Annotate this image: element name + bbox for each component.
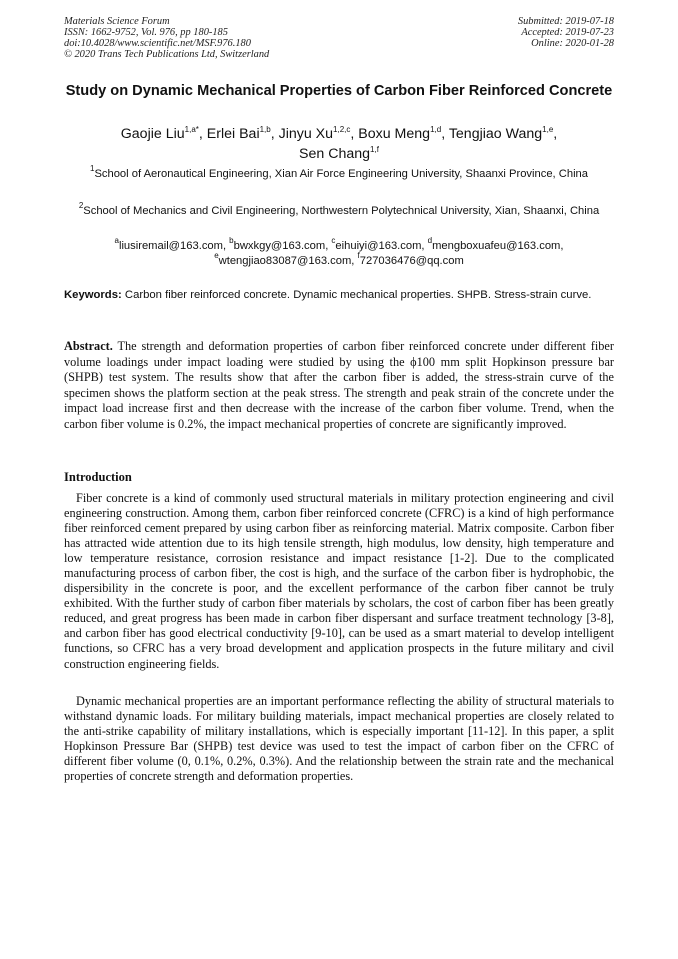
email-list: $^a$liusiremail@163.com, $^b$bwxkgy@163.com, $^c$eihuiyi@163.com, $^d$mengboxuafeu@163.com, $^e$wtengjiao83087@163.com, $^f$727036476@qq.com [114,236,564,267]
email-mark: f [357,251,360,260]
email-mark: e [214,251,219,260]
author-affiliation-mark: 1,a* [184,125,199,134]
keywords [64,288,614,303]
affiliation-2 [60,201,618,219]
copyright-line: © 2020 Trans Tech Publications Ltd, Switzerland [64,49,270,60]
email-mark: d [427,236,433,245]
author-name: Jinyu Xu [278,126,334,142]
body-paragraph: Dynamic mechanical properties are an important performance reflecting the ability of structural materials to withstand dynamic loads. For military building materials, impact mechanical properties are closely related to the anti-strike capability of military installations, which is especially important [11-12]. In this paper, a split Hopkinson Pressure Bar (SHPB) test device was used to test the impact of carbon fiber on the CFRC of different fiber volume (0, 0.1%, 0.2%, 0.3%). And the relationship between the strain rate and the mechanical properties of concrete strength and deformation properties. [64,694,614,784]
email-link[interactable]: wtengjiao83087@163.com [218,255,352,267]
accepted-date: Accepted: 2019-07-23 [521,27,614,38]
email-link[interactable]: liusiremail@163.com [118,240,223,252]
header-right [518,16,614,49]
author-name: Sen Chang [299,146,371,162]
affiliation-mark: 2 [78,201,84,210]
author-affiliation-mark: 1,2,c [333,125,351,134]
keywords-text: Carbon fiber reinforced concrete. Dynamic mechanical properties. SHPB. Stress-strain curve. [121,289,592,301]
author-name: Erlei Bai [206,126,260,142]
journal-name: Materials Science Forum [64,16,170,27]
online-date: Online: 2020-01-28 [531,38,614,49]
author-name: Tengjiao Wang [448,126,543,142]
author-affiliation-mark: 1,d [430,125,442,134]
author-list: Gaojie Liu$^{1,a*}$, Erlei Bai$^{1,b}$, Jinyu Xu$^{1,2,c}$, Boxu Meng$^{1,d}$, Tengjiao Wang$^{1,e}$, Sen Chang$^{1,f}$ [120,125,558,162]
doi-line[interactable]: doi:10.4028/www.scientific.net/MSF.976.180 [64,38,251,49]
header-left [64,16,269,60]
abstract-label: Abstract. [64,339,113,353]
abstract [64,339,614,432]
issn-line: ISSN: 1662-9752, Vol. 976, pp 180-185 [64,27,228,38]
body-paragraph: Fiber concrete is a kind of commonly used structural materials in military protection engineering and civil engineering construction. Among them, carbon fiber reinforced concrete (CFRC) is a kind of high performance fiber reinforced cement prepared by using carbon fiber as reinforcing material. Matrix composite. Carbon fiber has attracted wide attention due to its high tensile strength, high modulus, low density, high temperature and low temperature resistance, corrosion resistance and impact resistance [1-2]. Due to the complicated manufacturing process of carbon fiber, the cost is high, and the surface of the carbon fiber is hydrophobic, the dispersibility in the concrete is poor, and the excellent performance of the carbon fiber cannot be truly exhibited. With the further study of carbon fiber materials by scholars, the cost of carbon fiber has been greatly reduced, and great progress has been made in carbon fiber dispersant and surface treatment technology [3-8], and carbon fiber has good electrical conductivity [9-10], can be used as a smart material to develop intelligent functions, so CFRC has a very broad development and application prospects in the future military and civil construction engineering fields. [64,491,614,671]
author-affiliation-mark: 1,e [542,125,554,134]
email-mark: c [331,236,336,245]
affiliation-text: School of Aeronautical Engineering, Xian Air Force Engineering University, Shaanxi Province, China [94,168,588,180]
affiliation-text: School of Mechanics and Civil Engineering, Northwestern Polytechnical University, Xian, Shaanxi, China [83,205,600,217]
author-affiliation-mark: 1,f [370,145,379,154]
author-name: Gaojie Liu [120,126,185,142]
email-link[interactable]: mengboxuafeu@163.com [432,240,561,252]
email-link[interactable]: eihuiyi@163.com [335,240,422,252]
email-mark: a [114,236,119,245]
email-link[interactable]: 727036476@qq.com [359,255,464,267]
keywords-label: Keywords: [64,289,122,301]
email-link[interactable]: bwxkgy@163.com [233,240,326,252]
author-name: Boxu Meng [358,126,431,142]
email-mark: b [229,236,234,245]
author-affiliation-mark: 1,b [259,125,271,134]
abstract-text: The strength and deformation properties of carbon fiber reinforced concrete under different fiber volume loadings under impact loading were studied by using the ϕ100 mm split Hopkinson pressure bar (SHPB) test system. The results show that after the carbon fiber is added, the stress-strain curve of the specimen shows the platform section at the peak stress. The strength and peak strain of the concrete under the impact load increase first and then decrease with the increase of the carbon fiber volume. Trend, when the carbon fiber volume is 0.2%, the impact mechanical properties of concrete are significantly improved. [64,339,614,431]
submitted-date: Submitted: 2019-07-18 [517,16,614,27]
affiliation-1 [60,164,618,182]
affiliation-mark: 1 [89,164,95,173]
paper-title: Study on Dynamic Mechanical Properties of Carbon Fiber Reinforced Concrete [65,83,613,99]
section-heading-introduction: Introduction [64,470,132,484]
